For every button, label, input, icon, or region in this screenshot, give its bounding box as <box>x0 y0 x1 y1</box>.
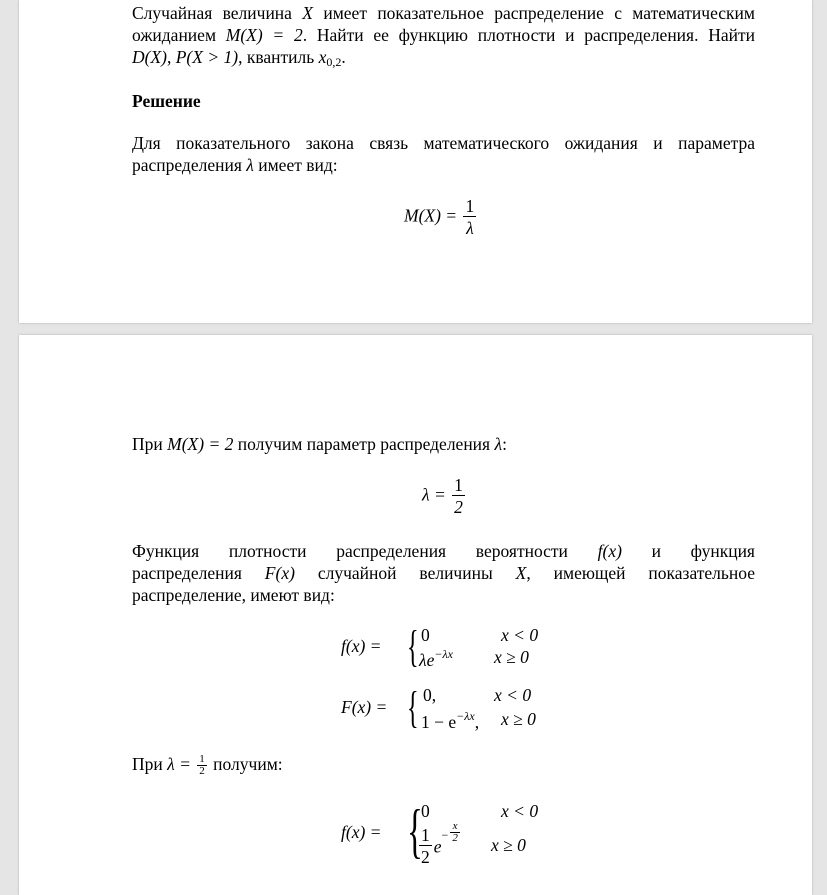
exponent-fraction: $\frac{x}{2}$ <box>452 820 458 844</box>
intro-line-1: Для показательного закона связь математического ожидания и параметра <box>132 133 755 153</box>
brace-symbol: { <box>407 622 419 671</box>
substitution-line: При λ = $\frac{1}{2}$ получим: <box>132 753 283 778</box>
problem-line-1: Случайная величина X имеет показательное распределение с математическим <box>132 3 755 23</box>
density-line-3: распределение, имеют вид: <box>132 585 335 605</box>
intro-line-2: распределения λ имеет вид: <box>132 155 338 175</box>
density-line-1: Функция плотности распределения вероятности f(x) и функция <box>132 541 755 561</box>
param-line: При M(X) = 2 получим параметр распределения λ: <box>132 434 507 454</box>
density-line-2: распределения F(x) случайной величины X, имеющей показательное <box>132 563 755 583</box>
formula-density: f(x) = { 0 x < 0 $\lambda e^{-\lambda x}$ x ≥ 0 <box>341 622 539 671</box>
brace-symbol: { <box>407 798 423 864</box>
formula-density-substituted: f(x) = { 0 x < 0 $\frac{1}{2}$ e− $\frac{x}{2}$ x ≥ 0 <box>341 798 539 868</box>
solution-heading: Решение <box>132 91 201 111</box>
fraction-one-over-lambda: $\frac{1}{\lambda}$ <box>465 196 475 238</box>
formula-mean: M(X) = $\frac{1}{\lambda}$ <box>404 196 475 238</box>
fraction-one-half: $\frac{1}{2}$ <box>454 475 463 517</box>
fraction-one-half: $\frac{1}{2}$ <box>421 825 430 868</box>
formula-lambda: λ = $\frac{1}{2}$ <box>422 475 463 517</box>
brace-symbol: { <box>407 683 419 732</box>
fraction-one-half-inline: $\frac{1}{2}$ <box>199 753 205 778</box>
document-page-2 <box>19 335 812 895</box>
formula-distribution: F(x) = { 0, x < 0 $1 - e^{-\lambda x}$, x ≥ 0 <box>341 683 536 732</box>
document-page-1 <box>19 0 812 323</box>
problem-line-2: ожиданием M(X) = 2. Найти ее функцию плотности и распределения. Найти <box>132 25 756 45</box>
problem-line-3: D(X), P(X > 1), квантиль $x_{0,2}$. <box>132 47 346 69</box>
